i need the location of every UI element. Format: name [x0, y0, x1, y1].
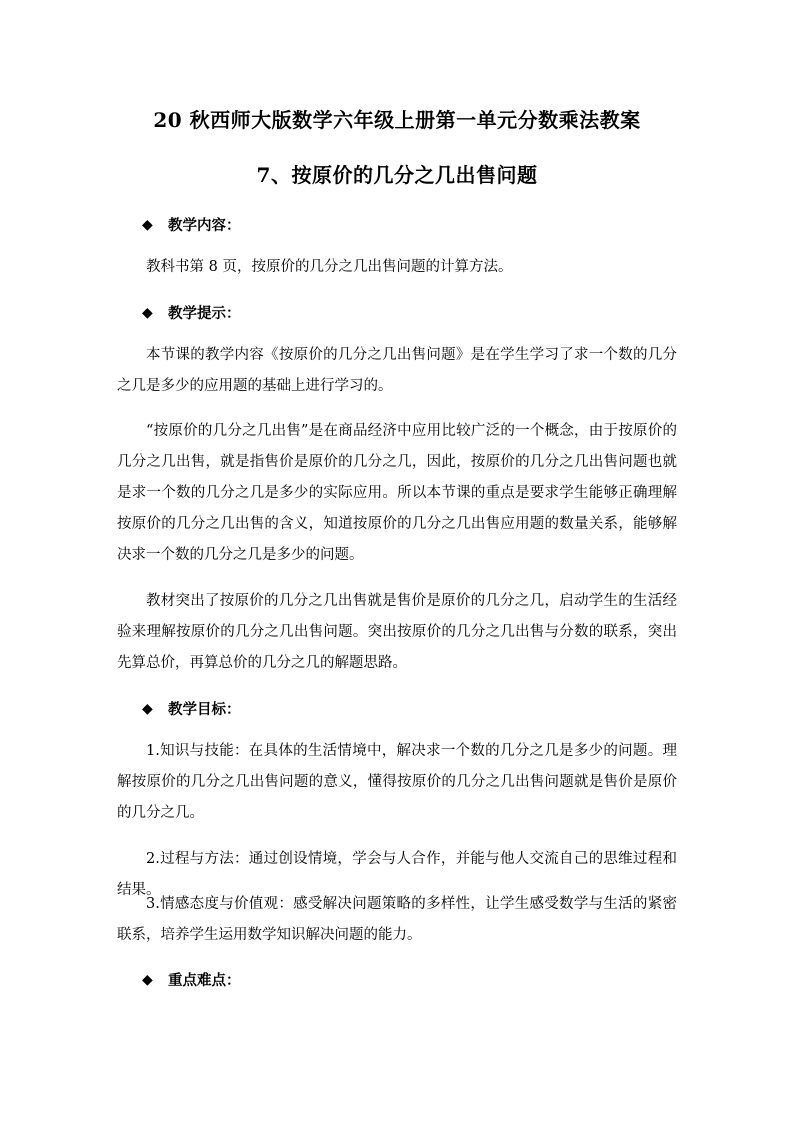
document-title: 20 秋西师大版数学六年级上册第一单元分数乘法教案 [153, 108, 641, 132]
paragraph: 1.知识与技能：在具体的生活情境中，解决求一个数的几分之几是多少的问题。理解按原价的几分之几出售问题的意义，懂得按原价的几分之几出售问题就是售价是原价的几分之几。 [117, 743, 677, 821]
section-heading-content [142, 214, 241, 235]
paragraph: 教科书第 8 页，按原价的几分之几出售问题的计算方法。 [146, 259, 513, 275]
diamond-bullet-icon: ◆ [142, 971, 153, 988]
document-subtitle: 7、按原价的几分之几出售问题 [256, 163, 538, 187]
heading-text: 教学目标： [168, 701, 241, 718]
heading-text: 教学内容： [168, 217, 241, 234]
paragraph: 本节课的教学内容《按原价的几分之几出售问题》是在学生学习了求一个数的几分之几是多少的应用题的基础上进行学习的。 [117, 347, 677, 394]
section-heading-objectives [142, 698, 241, 719]
diamond-bullet-icon: ◆ [142, 304, 153, 321]
paragraph: 3.情感态度与价值观：感受解决问题策略的多样性，让学生感受数学与生活的紧密联系，培养学生运用数学知识解决问题的能力。 [117, 896, 677, 943]
diamond-bullet-icon: ◆ [142, 216, 153, 233]
heading-text: 重点难点： [168, 972, 241, 989]
paragraph: 教材突出了按原价的几分之几出售就是售价是原价的几分之几，启动学生的生活经验来理解按原价的几分之几出售问题。突出按原价的几分之几出售与分数的联系，突出先算总价，再算总价的几分之几的解题思路。 [117, 593, 677, 671]
diamond-bullet-icon: ◆ [142, 700, 153, 717]
heading-text: 教学提示： [168, 305, 241, 322]
paragraph: 2.过程与方法：通过创设情境，学会与人合作，并能与他人交流自己的思维过程和结果。 [117, 851, 677, 898]
section-heading-hints [142, 302, 241, 323]
paragraph: “按原价的几分之几出售”是在商品经济中应用比较广泛的一个概念，由于按原价的几分之几出售，就是指售价是原价的几分之几，因此，按原价的几分之几出售问题也就是求一个数的几分之几是多少的实际应用。所以本节课的重点是要求学生能够正确理解按原价的几分之几出售的含义，知道按原价的几分之几出售应用题的数量关系，能够解决求一个数的几分之几是多少的问题。 [117, 423, 677, 563]
section-heading-key-points [142, 969, 241, 990]
